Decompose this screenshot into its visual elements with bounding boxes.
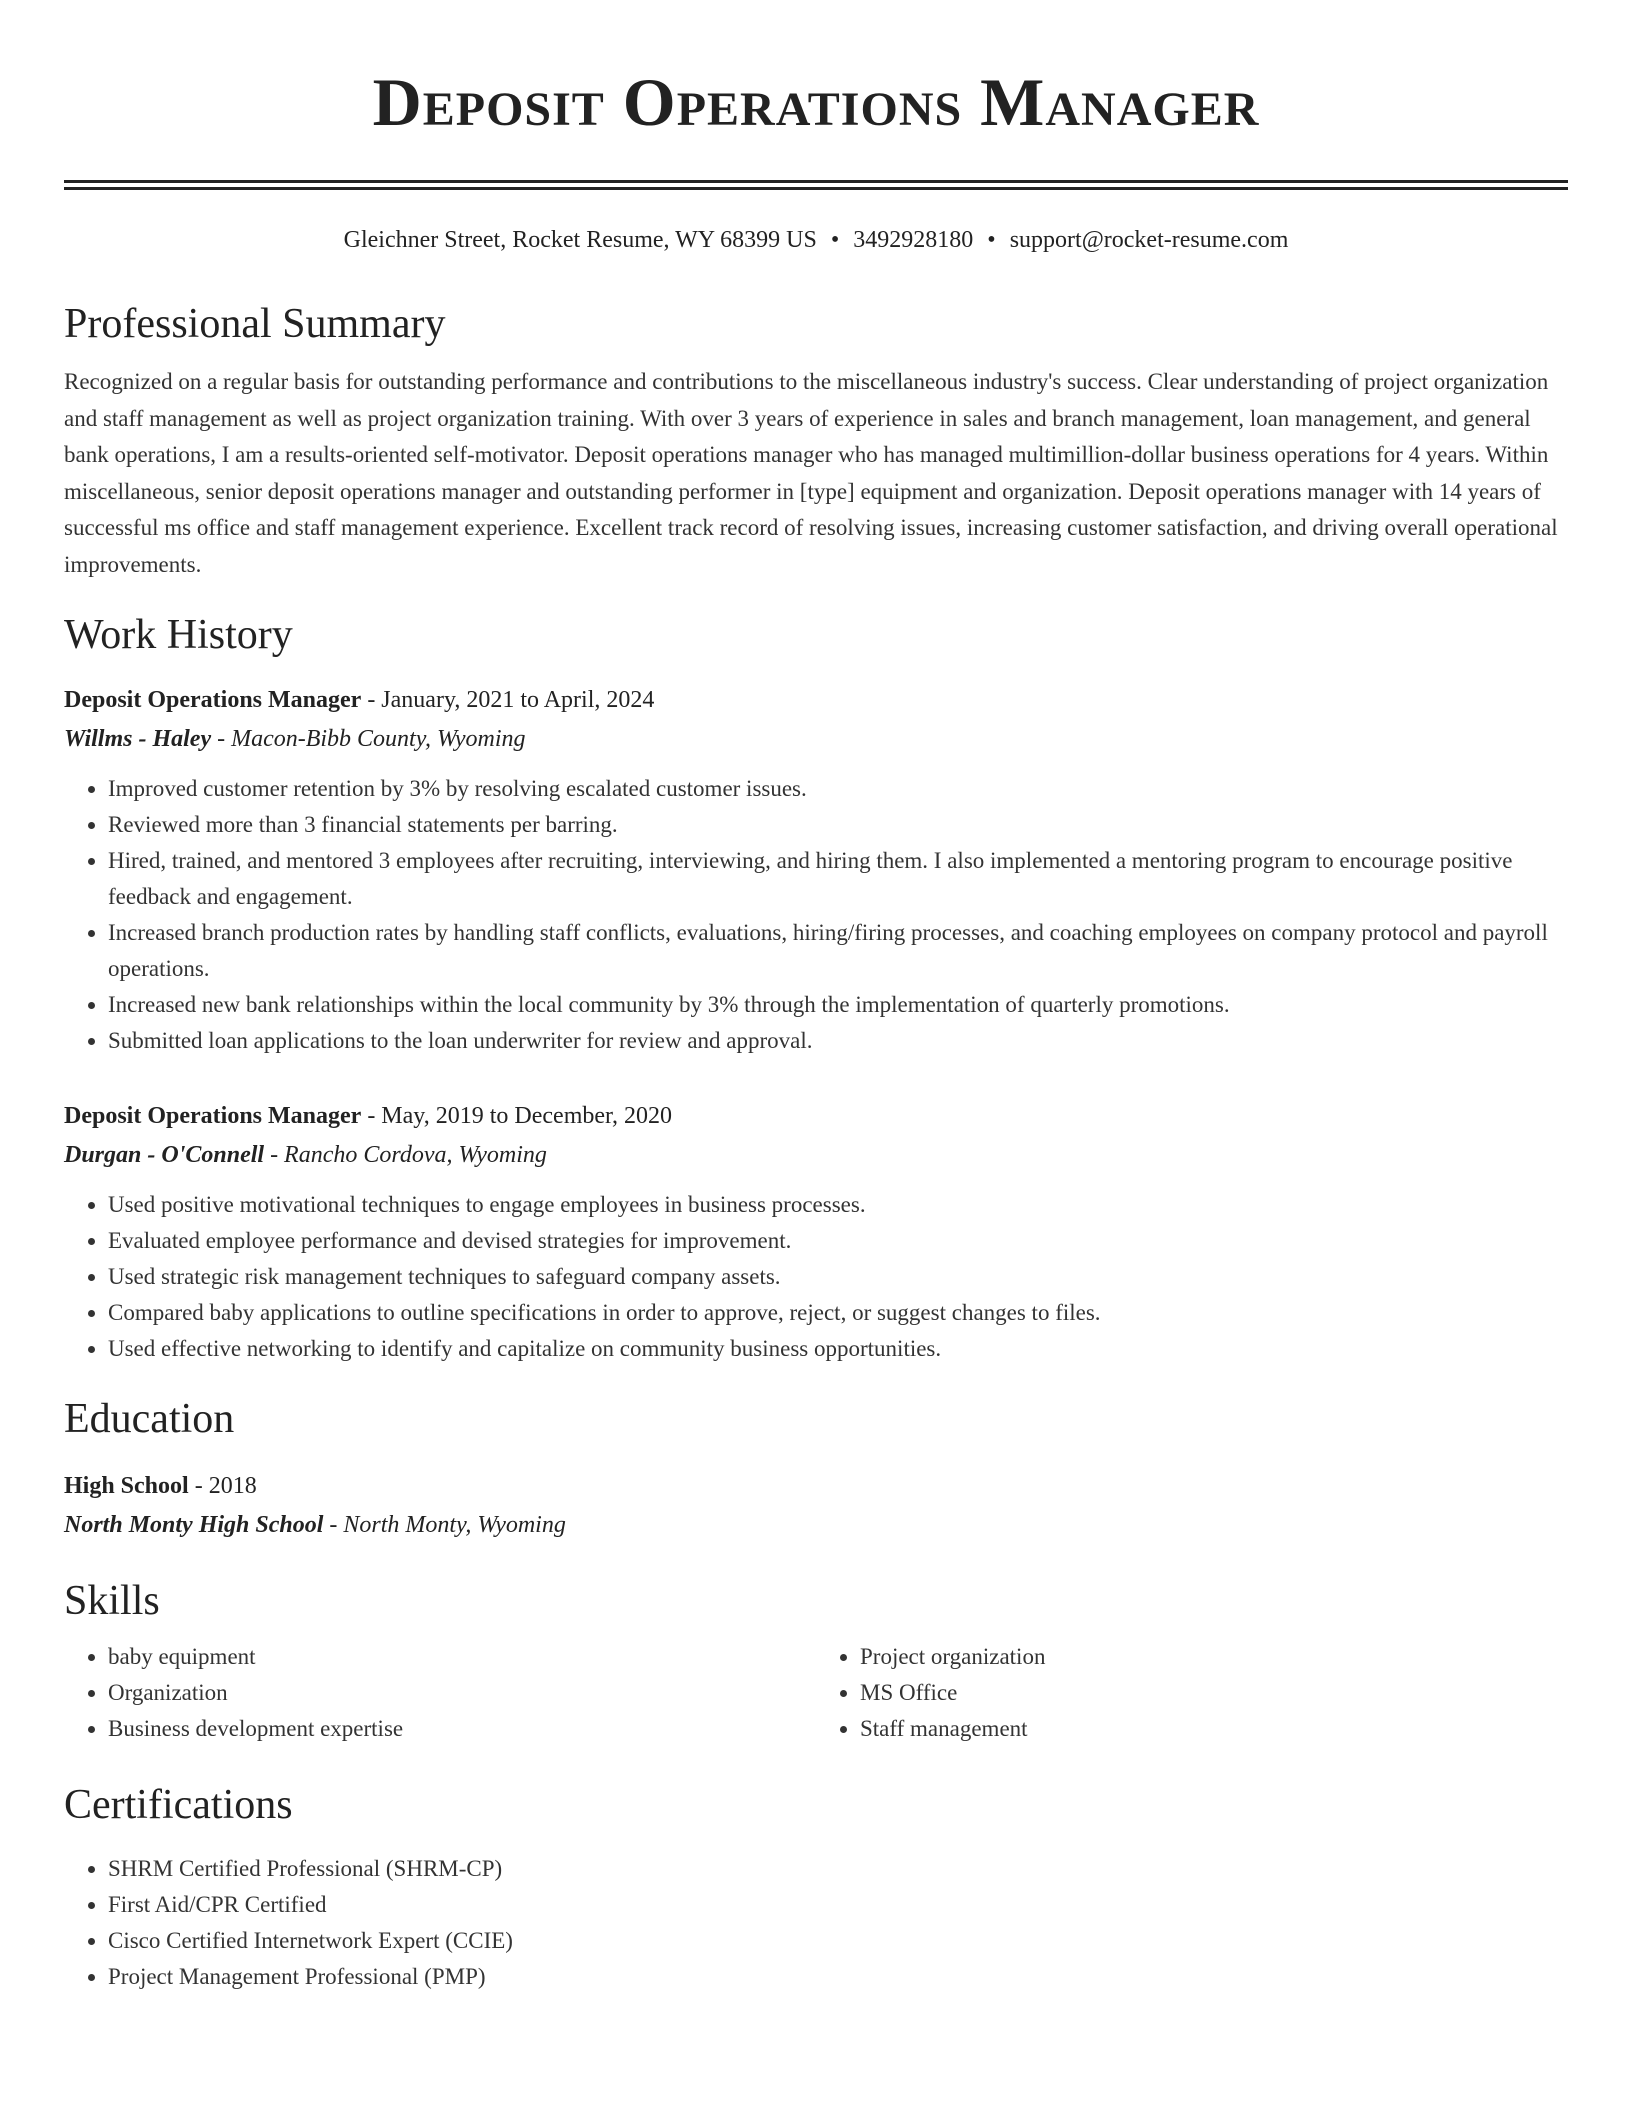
certification-item: • Cisco Certified Internetwork Expert (CCIE) xyxy=(108,1923,1568,1959)
job-bullet: • Increased branch production rates by handling staff conflicts, evaluations, hiring/firing processes, and coaching employees on company protocol and payroll operations. xyxy=(108,915,1568,987)
skill-item: • Organization xyxy=(108,1675,816,1711)
job-bullet: • Compared baby applications to outline specifications in order to approve, reject, or suggest changes to files. xyxy=(108,1295,1568,1331)
job-dates: - May, 2019 to December, 2020 xyxy=(361,1103,673,1129)
summary-text: Recognized on a regular basis for outstanding performance and contributions to the miscellaneous industry's success. Clear understanding of project organization and staff management as well as project organization training. With over 3 years of experience in sales and branch management, loan management, and general bank operations, I am a results-oriented self-motivator. Deposit operations manager who has managed multimillion-dollar business operations for 4 years. Within miscellaneous, senior deposit operations manager and outstanding performer in [type] equipment and organization. Deposit operations manager with 14 years of successful ms office and staff management experience. Excellent track record of resolving issues, increasing customer satisfaction, and driving overall operational improvements. xyxy=(64,369,1558,577)
contact-line xyxy=(64,224,1568,256)
skill-item: • Project organization xyxy=(860,1639,1568,1675)
summary-heading: Professional Summary xyxy=(64,301,446,347)
job-location: - Rancho Cordova, Wyoming xyxy=(264,1142,547,1168)
job-title-line xyxy=(64,681,1568,720)
skill-item: • Staff management xyxy=(860,1711,1568,1747)
job-bullet: • Increased new bank relationships within the local community by 3% through the implementation of quarterly promotions. xyxy=(108,987,1568,1023)
education-location: - North Monty, Wyoming xyxy=(323,1512,566,1538)
skills-heading: Skills xyxy=(64,1578,160,1624)
job-entry xyxy=(64,681,1568,1059)
job-bullet: • Used effective networking to identify and capitalize on community business opportunities. xyxy=(108,1331,1568,1367)
job-dates: - January, 2021 to April, 2024 xyxy=(361,687,655,713)
job-company-line xyxy=(64,720,1568,759)
job-company: Willms - Haley xyxy=(64,726,212,752)
contact-separator: • xyxy=(830,227,840,253)
contact-email: support@rocket-resume.com xyxy=(1009,227,1289,253)
contact-separator: • xyxy=(987,227,996,253)
education-heading: Education xyxy=(64,1396,235,1442)
job-bullets xyxy=(64,771,1568,1059)
contact-address: Gleichner Street, Rocket Resume, WY 68399 US xyxy=(343,227,817,253)
certifications-heading: Certifications xyxy=(64,1782,293,1828)
education-degree: High School xyxy=(64,1473,189,1499)
certifications-list xyxy=(64,1851,1568,1995)
resume-name: Deposit Operations Manager xyxy=(372,64,1260,140)
job-title: Deposit Operations Manager xyxy=(64,687,362,713)
job-location: - Macon-Bibb County, Wyoming xyxy=(211,726,526,752)
education-school-line xyxy=(64,1506,1568,1545)
job-bullet: • Improved customer retention by 3% by resolving escalated customer issues. xyxy=(108,771,1568,807)
work-history-heading: Work History xyxy=(64,612,293,658)
education-entry xyxy=(64,1467,1568,1545)
education-school: North Monty High School xyxy=(64,1512,324,1538)
certification-item: • First Aid/CPR Certified xyxy=(108,1887,1568,1923)
certification-item: • SHRM Certified Professional (SHRM-CP) xyxy=(108,1851,1568,1887)
skills-columns xyxy=(64,1639,1568,1747)
skill-item: • baby equipment xyxy=(108,1639,816,1675)
job-bullet: • Used strategic risk management techniques to safeguard company assets. xyxy=(108,1259,1568,1295)
skill-item: • Business development expertise xyxy=(108,1711,816,1747)
education-degree-line xyxy=(64,1467,1568,1506)
skill-item: • MS Office xyxy=(860,1675,1568,1711)
job-bullet: • Reviewed more than 3 financial statements per barring. xyxy=(108,807,1568,843)
education-year: - 2018 xyxy=(188,1473,257,1499)
certification-item: • Project Management Professional (PMP) xyxy=(108,1959,1568,1995)
job-bullet: • Used positive motivational techniques to engage employees in business processes. xyxy=(108,1187,1568,1223)
job-bullet: • Submitted loan applications to the loan underwriter for review and approval. xyxy=(108,1023,1568,1059)
job-bullets xyxy=(64,1187,1568,1367)
job-title-line xyxy=(64,1097,1568,1136)
contact-phone: 3492928180 xyxy=(853,227,974,253)
job-company: Durgan - O'Connell xyxy=(64,1142,265,1168)
header-divider xyxy=(64,180,1568,190)
job-title: Deposit Operations Manager xyxy=(64,1103,362,1129)
job-company-line xyxy=(64,1136,1568,1175)
job-bullet: • Evaluated employee performance and devised strategies for improvement. xyxy=(108,1223,1568,1259)
job-entry xyxy=(64,1097,1568,1367)
job-bullet: • Hired, trained, and mentored 3 employees after recruiting, interviewing, and hiring them. I also implemented a mentoring program to encourage positive feedback and engagement. xyxy=(108,843,1568,915)
skills-right-list xyxy=(816,1639,1568,1747)
skills-left-list xyxy=(64,1639,816,1747)
